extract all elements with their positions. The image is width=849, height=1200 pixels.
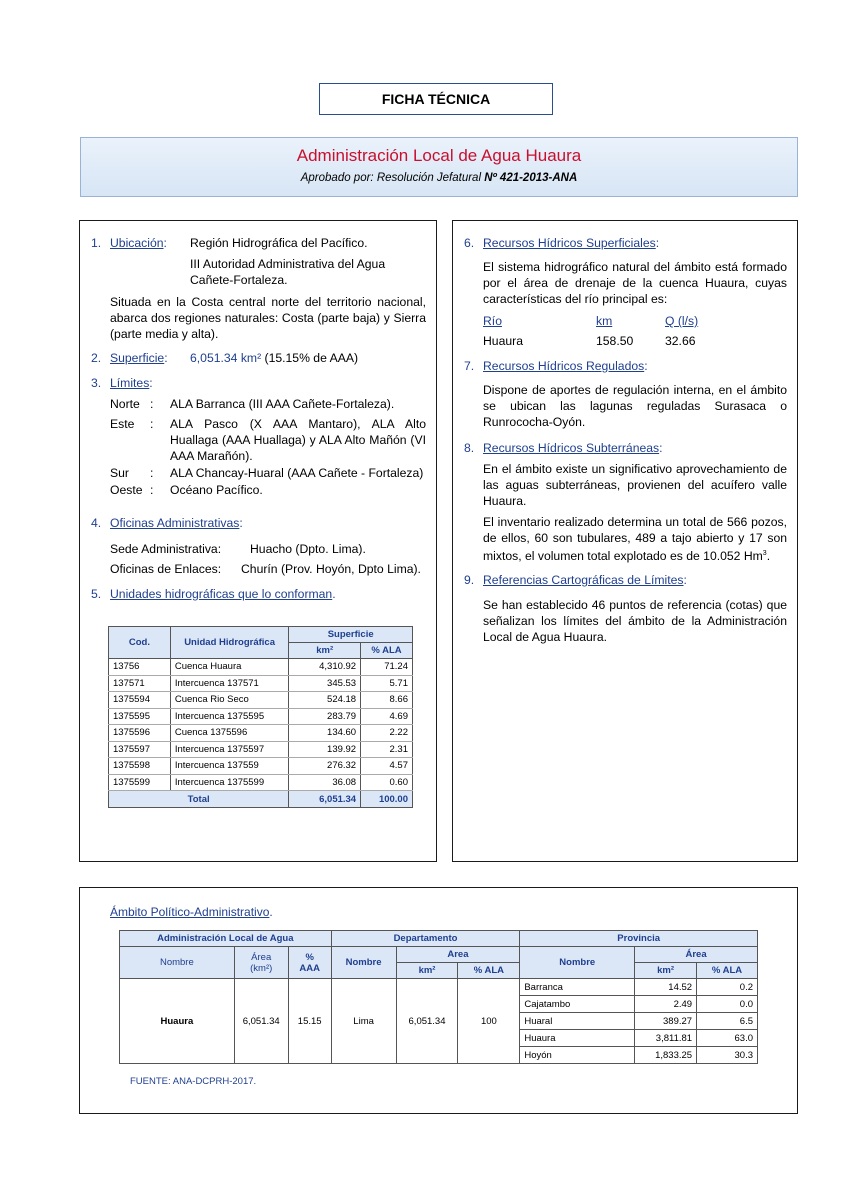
- section-3-number: 3.: [91, 376, 102, 390]
- section-1-heading: Ubicación:: [110, 236, 167, 250]
- col-header-dep-km2: km²: [396, 963, 458, 979]
- section-9-heading: Referencias Cartográficas de Límites:: [483, 573, 687, 587]
- river-length: 158.50: [596, 334, 634, 348]
- prov-name-cell: Barranca: [520, 979, 635, 996]
- dep-km2-cell: 6,051.34: [396, 979, 458, 1064]
- section-8-heading: Recursos Hídricos Subterráneas:: [483, 441, 663, 455]
- cell-km2: 134.60: [289, 725, 361, 742]
- river-col-flow: Q (l/s): [665, 314, 699, 328]
- cell-code: 1375595: [109, 708, 171, 725]
- cell-name: Cuenca Huaura: [170, 659, 288, 676]
- table-row: [109, 675, 413, 692]
- cell-name: Intercuenca 137559: [170, 758, 288, 775]
- cell-name: Intercuenca 1375599: [170, 774, 288, 791]
- dep-name-cell: Lima: [331, 979, 396, 1064]
- cell-name: Cuenca 1375596: [170, 725, 288, 742]
- cell-km2: 139.92: [289, 741, 361, 758]
- table-row: [109, 774, 413, 791]
- regulated-resources-text: Dispone de aportes de regulación interna, en el ámbito se ubican las lagunas reguladas Surasaca o Runrococha-Oyón.: [483, 383, 787, 429]
- section-7-heading: Recursos Hídricos Regulados:: [483, 359, 648, 373]
- limit-separator: :: [150, 483, 154, 497]
- limit-direction: Este: [110, 417, 135, 431]
- prov-name-cell: Huaral: [520, 1013, 635, 1030]
- limit-direction: Norte: [110, 397, 140, 411]
- total-pct: 100.00: [361, 791, 413, 808]
- table-row: [109, 741, 413, 758]
- cell-pct: 0.60: [361, 774, 413, 791]
- river-col-name: Río: [483, 314, 502, 328]
- col-header-prov-name: Nombre: [520, 947, 635, 979]
- prov-pct-cell: 30.3: [697, 1047, 758, 1064]
- surface-value: 6,051.34 km² (15.15% de AAA): [190, 351, 359, 365]
- cell-pct: 4.57: [361, 758, 413, 775]
- section-2-heading: Superficie:: [110, 351, 168, 365]
- office-links-value: Churín (Prov. Hoyón, Dpto Lima).: [241, 562, 421, 576]
- col-header-prov-pct: % ALA: [697, 963, 758, 979]
- river-flow: 32.66: [665, 334, 696, 348]
- location-description: Situada en la Costa central norte del territorio nacional, abarca dos regiones naturales: Costa (parte baja) y Sierra (parte media y alta).: [110, 295, 426, 341]
- limit-separator: :: [150, 397, 154, 411]
- col-header-pct: % ALA: [361, 643, 413, 659]
- cell-km2: 283.79: [289, 708, 361, 725]
- office-hq-value: Huacho (Dpto. Lima).: [250, 542, 366, 556]
- col-header-dep-pct: % ALA: [458, 963, 520, 979]
- cell-pct: 2.31: [361, 741, 413, 758]
- section-1-number: 1.: [91, 236, 102, 250]
- table-total-row: [109, 791, 413, 808]
- limit-direction: Sur: [110, 466, 129, 480]
- prov-pct-cell: 0.2: [697, 979, 758, 996]
- prov-name-cell: Huaura: [520, 1030, 635, 1047]
- limit-separator: :: [150, 417, 154, 431]
- cell-name: Intercuenca 1375595: [170, 708, 288, 725]
- cell-pct: 8.66: [361, 692, 413, 709]
- cell-km2: 36.08: [289, 774, 361, 791]
- cell-pct: 71.24: [361, 659, 413, 676]
- dep-pct-cell: 100: [458, 979, 520, 1064]
- section-9-number: 9.: [464, 573, 475, 587]
- document-title: FICHA TÉCNICA: [319, 83, 553, 115]
- col-header-prov-km2: km²: [635, 963, 697, 979]
- prov-pct-cell: 63.0: [697, 1030, 758, 1047]
- col-header-code: Cod.: [109, 627, 171, 659]
- surface-resources-text: El sistema hidrográfico natural del ámbito está formado por el área de drenaje de la cuenca Huaura, cuyas características del río principal es:: [483, 260, 787, 306]
- col-header-dep-name: Nombre: [331, 947, 396, 979]
- total-label: Total: [109, 791, 289, 808]
- table-row: [120, 979, 758, 996]
- prov-km2-cell: 389.27: [635, 1013, 697, 1030]
- groundwater-text: En el ámbito existe un significativo aprovechamiento de las aguas subterráneas, provienen del acuífero valle Huaura.: [483, 462, 787, 508]
- col-header-dep-area: Area: [396, 947, 520, 963]
- cartographic-references-text: Se han establecido 46 puntos de referencia (cotas) que señalizan los límites del ámbito de la Administración Local de Agua Huaura.: [483, 598, 787, 644]
- cell-name: Intercuenca 137571: [170, 675, 288, 692]
- col-header-prov-area: Área: [635, 947, 758, 963]
- limit-separator: :: [150, 466, 154, 480]
- limit-text: ALA Barranca (III AAA Cañete-Fortaleza).: [170, 397, 395, 411]
- prov-name-cell: Hoyón: [520, 1047, 635, 1064]
- cell-code: 1375599: [109, 774, 171, 791]
- header-approval: [81, 172, 797, 184]
- table-row: [109, 659, 413, 676]
- cell-code: 13756: [109, 659, 171, 676]
- col-header-km2: km²: [289, 643, 361, 659]
- col-header-surface: Superficie: [289, 627, 413, 643]
- section-8-number: 8.: [464, 441, 475, 455]
- cell-name: Intercuenca 1375597: [170, 741, 288, 758]
- prov-km2-cell: 14.52: [635, 979, 697, 996]
- approval-number: Nº 421-2013-ANA: [484, 172, 578, 184]
- groundwater-inventory-text: El inventario realizado determina un total de 566 pozos, de ellos, 60 son tubulares, 489 a tajo abierto y 17 son mixtos, el volumen total explotado es de 10.052 Hm$^3$.: [483, 515, 787, 564]
- header-title: Administración Local de Agua Huaura: [296, 146, 582, 165]
- cell-code: 1375597: [109, 741, 171, 758]
- col-header-ala-pct: % AAA: [288, 947, 331, 979]
- section-5-heading: Unidades hidrográficas que lo conforman.: [110, 587, 336, 601]
- section-5-number: 5.: [91, 587, 102, 601]
- cell-km2: 4,310.92: [289, 659, 361, 676]
- office-hq-label: Sede Administrativa:: [110, 542, 222, 556]
- cell-pct: 2.22: [361, 725, 413, 742]
- cell-km2: 276.32: [289, 758, 361, 775]
- table-row: [109, 758, 413, 775]
- cell-pct: 5.71: [361, 675, 413, 692]
- section-6-number: 6.: [464, 236, 475, 250]
- header-banner: [80, 137, 798, 197]
- location-authority: III Autoridad Administrativa del Agua Cañete-Fortaleza.: [190, 257, 386, 287]
- ala-area-cell: 6,051.34: [234, 979, 288, 1064]
- source-note: FUENTE: ANA-DCPRH-2017.: [130, 1076, 257, 1087]
- hydrographic-units-table: [108, 626, 413, 808]
- group-header-province: Provincia: [520, 931, 758, 947]
- limit-text: ALA Chancay-Huaral (AAA Cañete - Fortaleza): [170, 466, 424, 480]
- table-row: [109, 692, 413, 709]
- prov-km2-cell: 2.49: [635, 996, 697, 1013]
- total-km2: 6,051.34: [289, 791, 361, 808]
- section-7-number: 7.: [464, 359, 475, 373]
- limit-text: ALA Pasco (X AAA Mantaro), ALA Alto Huallaga (AAA Huallaga) y ALA Alto Mañón (VI AAA Marañón).: [170, 417, 426, 463]
- river-col-km: km: [596, 314, 613, 328]
- limit-text: Océano Pacífico.: [170, 483, 263, 497]
- cell-code: 1375598: [109, 758, 171, 775]
- ala-name-cell: Huaura: [120, 979, 235, 1064]
- section-4-heading: Oficinas Administrativas:: [110, 516, 243, 530]
- cell-code: 137571: [109, 675, 171, 692]
- prov-km2-cell: 1,833.25: [635, 1047, 697, 1064]
- section-2-number: 2.: [91, 351, 102, 365]
- cell-name: Cuenca Rio Seco: [170, 692, 288, 709]
- table-row: [109, 708, 413, 725]
- river-name: Huaura: [483, 334, 523, 348]
- group-header-ala: Administración Local de Agua: [120, 931, 332, 947]
- approval-prefix: Aprobado por: Resolución Jefatural: [300, 172, 485, 184]
- cell-code: 1375596: [109, 725, 171, 742]
- cell-code: 1375594: [109, 692, 171, 709]
- col-header-ala-name: Nombre: [120, 947, 235, 979]
- prov-name-cell: Cajatambo: [520, 996, 635, 1013]
- group-header-department: Departamento: [331, 931, 520, 947]
- prov-pct-cell: 6.5: [697, 1013, 758, 1030]
- limit-direction: Oeste: [110, 483, 143, 497]
- location-region: Región Hidrográfica del Pacífico.: [190, 236, 368, 250]
- section-3-heading: Límites:: [110, 376, 153, 390]
- prov-pct-cell: 0.0: [697, 996, 758, 1013]
- ala-pct-cell: 15.15: [288, 979, 331, 1064]
- cell-km2: 524.18: [289, 692, 361, 709]
- section-4-number: 4.: [91, 516, 102, 530]
- ambito-title: Ámbito Político-Administrativo.: [110, 905, 273, 919]
- political-administrative-table: [119, 930, 758, 1064]
- col-header-unit: Unidad Hidrográfica: [170, 627, 288, 659]
- prov-km2-cell: 3,811.81: [635, 1030, 697, 1047]
- cell-km2: 345.53: [289, 675, 361, 692]
- col-header-ala-area: Área (km²): [234, 947, 288, 979]
- office-links-label: Oficinas de Enlaces:: [110, 562, 222, 576]
- table-row: [109, 725, 413, 742]
- cell-pct: 4.69: [361, 708, 413, 725]
- section-6-heading: Recursos Hídricos Superficiales:: [483, 236, 660, 250]
